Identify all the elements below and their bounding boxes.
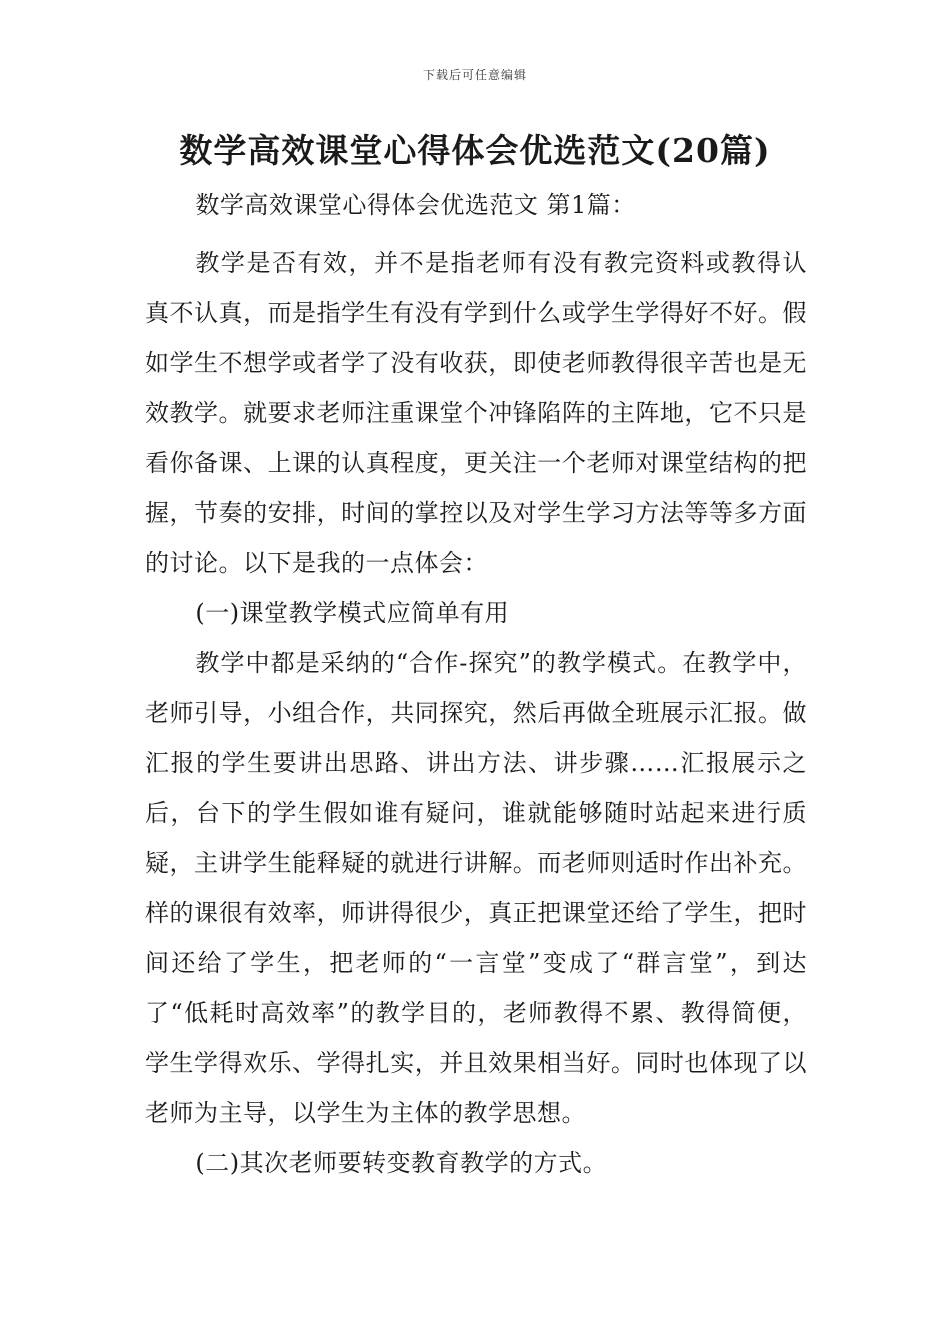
paragraph-teaching-model: 教学中都是采纳的“合作-探究”的教学模式。在教学中，老师引导，小组合作，共同探究，然后再做全班展示汇报。做汇报的学生要讲出思路、讲出方法、讲步骤……汇报展示之后，台下的学生假如谁有疑问，谁就能够随时站起来进行质疑，主讲学生能释疑的就进行讲解。而老师则适时作出补充。样的课很有效率，师讲得很少，真正把课堂还给了学生，把时间还给了学生，把老师的“一言堂”变成了“群言堂”，到达了“低耗时高效率”的教学目的，老师教得不累、教得简便，学生学得欢乐、学得扎实，并且效果相当好。同时也体现了以老师为主导，以学生为主体的教学思想。 [145, 649, 807, 1127]
document-body [145, 180, 807, 1188]
paragraph-heading-2: (二)其次老师要转变教育教学的方式。 [195, 1149, 608, 1177]
paragraph-heading-1: (一)课堂教学模式应简单有用 [195, 599, 510, 627]
document-title: 数学高效课堂心得体会优选范文(20篇) [179, 131, 771, 170]
header-note: 下载后可任意编辑 [422, 68, 527, 82]
section-subtitle: 数学高效课堂心得体会优选范文 第1篇： [195, 191, 636, 219]
paragraph-intro: 教学是否有效，并不是指老师有没有教完资料或教得认真不认真，而是指学生有没有学到什么或学生学得好不好。假如学生不想学或者学了没有收获，即使老师教得很辛苦也是无效教学。就要求老师注重课堂个冲锋陷阵的主阵地，它不只是看你备课、上课的认真程度，更关注一个老师对课堂结构的把握，节奏的安排，时间的掌控以及对学生学习方法等等多方面的讨论。以下是我的一点体会： [145, 249, 807, 577]
